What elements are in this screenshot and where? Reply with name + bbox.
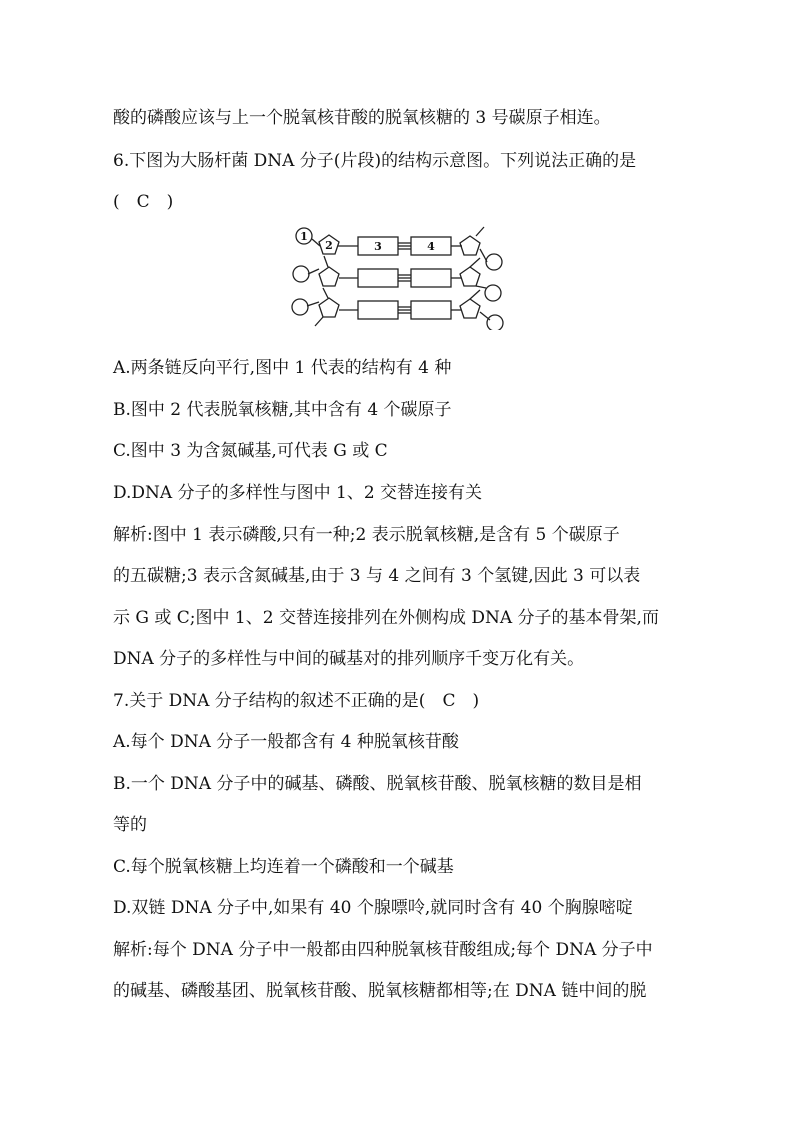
q6-explanation-line: 解析:图中 1 表示磷酸,只有一种;2 表示脱氧核糖,是含有 5 个碳原子 xyxy=(113,525,620,545)
q7-option-b: B.一个 DNA 分子中的碱基、磷酸、脱氧核苷酸、脱氧核糖的数目是相 xyxy=(113,774,642,794)
q5-explanation-tail: 酸的磷酸应该与上一个脱氧核苷酸的脱氧核糖的 3 号碳原子相连。 xyxy=(113,108,611,128)
base-box xyxy=(411,301,451,319)
phosphate-circle xyxy=(292,299,308,315)
base-box xyxy=(358,269,398,287)
q7-option-b-cont: 等的 xyxy=(113,815,147,835)
label-4: 4 xyxy=(427,240,435,253)
phosphate-circle xyxy=(293,266,309,282)
label-2: 2 xyxy=(325,239,333,252)
phosphate-circle xyxy=(487,315,503,330)
sugar-pentagon xyxy=(460,236,480,255)
q6-option-a: A.两条链反向平行,图中 1 代表的结构有 4 种 xyxy=(113,358,452,378)
q6-stem-answer: ( C ) xyxy=(113,192,174,212)
sugar-pentagon xyxy=(319,298,339,317)
q7-option-c: C.每个脱氧核糖上均连着一个磷酸和一个碱基 xyxy=(113,857,454,877)
sugar-pentagon xyxy=(460,299,480,318)
q7-explanation-line: 的碱基、磷酸基团、脱氧核苷酸、脱氧核糖都相等;在 DNA 链中间的脱 xyxy=(113,981,647,1001)
base-box xyxy=(358,301,398,319)
q6-explanation-line: DNA 分子的多样性与中间的碱基对的排列顺序千变万化有关。 xyxy=(113,649,585,669)
q6-explanation-line: 示 G 或 C;图中 1、2 交替连接排列在外侧构成 DNA 分子的基本骨架,而 xyxy=(113,608,659,628)
sugar-pentagon xyxy=(319,267,339,286)
q7-option-a: A.每个 DNA 分子一般都含有 4 种脱氧核苷酸 xyxy=(113,732,459,752)
q6-option-d: D.DNA 分子的多样性与图中 1、2 交替连接有关 xyxy=(113,483,483,503)
base-box xyxy=(411,269,451,287)
q7-stem: 7.关于 DNA 分子结构的叙述不正确的是( C ) xyxy=(113,691,480,711)
q6-option-b: B.图中 2 代表脱氧核糖,其中含有 4 个碳原子 xyxy=(113,400,452,420)
phosphate-circle xyxy=(485,285,501,301)
q6-stem-line1: 6.下图为大肠杆菌 DNA 分子(片段)的结构示意图。下列说法正确的是 xyxy=(113,151,637,171)
label-3: 3 xyxy=(374,240,382,253)
q6-option-c: C.图中 3 为含氮碱基,可代表 G 或 C xyxy=(113,441,388,461)
q6-explanation-line: 的五碳糖;3 表示含氮碱基,由于 3 与 4 之间有 3 个氢键,因此 3 可以表 xyxy=(113,566,641,586)
sugar-pentagon xyxy=(460,267,480,286)
label-1: 1 xyxy=(300,230,308,243)
dna-structure-figure xyxy=(290,222,510,330)
q7-option-d: D.双链 DNA 分子中,如果有 40 个腺嘌呤,就同时含有 40 个胸腺嘧啶 xyxy=(113,898,633,918)
q7-explanation-line: 解析:每个 DNA 分子中一般都由四种脱氧核苷酸组成;每个 DNA 分子中 xyxy=(113,940,653,960)
phosphate-circle xyxy=(486,254,502,270)
